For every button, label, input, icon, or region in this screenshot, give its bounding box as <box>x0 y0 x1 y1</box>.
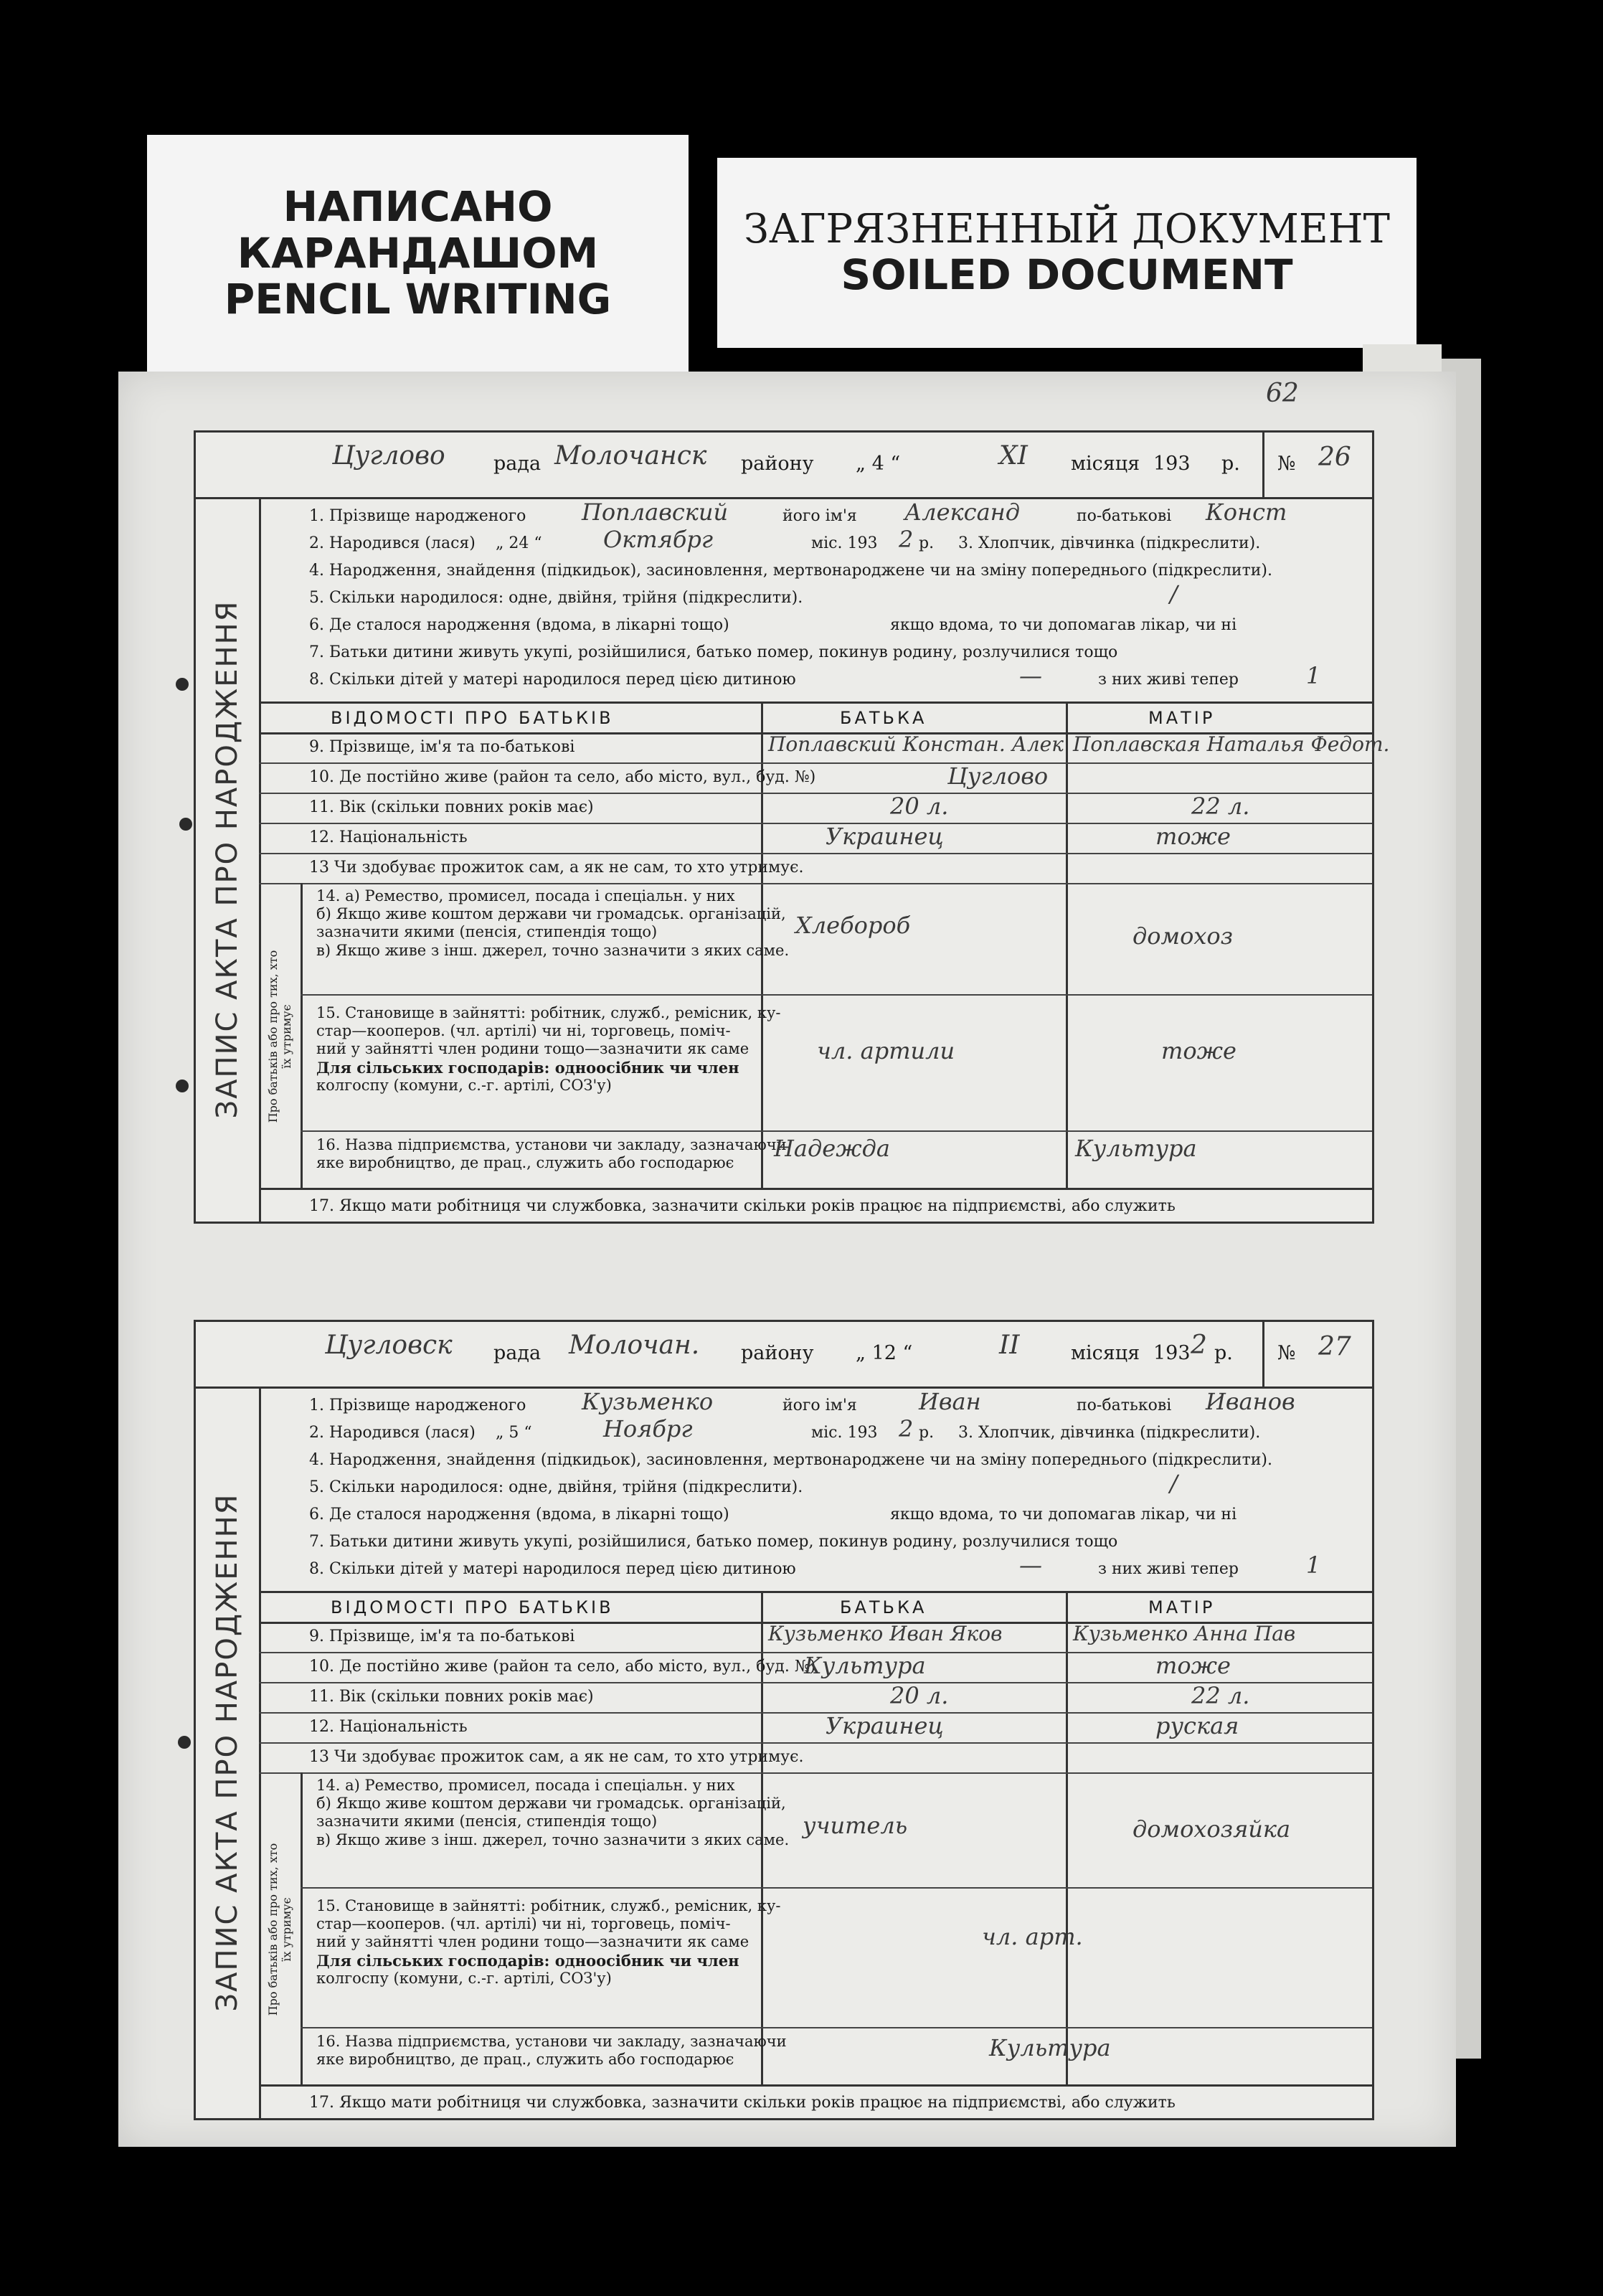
father-name: Кузьменко Иван Яков <box>768 1622 1003 1645</box>
side-title: ЗАПИС АКТА ПРО НАРОДЖЕННЯ <box>211 1493 244 2012</box>
month-value: II <box>999 1331 1020 1360</box>
row-17: 17. Якщо мати робітниця чи службовка, зазначити скільки років працює на підприємстві, або служить <box>259 1188 1372 1222</box>
row-15: 15. Становище в зайнятті: робітник, служб., ремісник, ку- стар—кооперов. (чл. артілі) чи ні, торговець, поміч- ний у зайнятті член родини тощо—зазначити як саме Для сільських господарів: одноосібник чи член колгоспу (комуни, с.-г. артілі, СОЗ'у) чл. арт. <box>301 1887 1372 2028</box>
rada-label: рада <box>493 453 542 475</box>
row-residence: 10. Де постійно живе (район та село, або місто, вул., буд. №) Культура тоже <box>259 1652 1372 1683</box>
father-occupation: учитель <box>803 1812 908 1839</box>
rada-value: Цугловск <box>325 1331 453 1360</box>
birth-month: Ноябрг <box>603 1415 693 1442</box>
father-nationality: Украинец <box>826 1712 944 1739</box>
parents-table <box>259 701 1390 1222</box>
mother-residence: тоже <box>1155 1652 1231 1679</box>
mother-nationality: руская <box>1155 1712 1239 1739</box>
number-label: № <box>1277 1342 1296 1364</box>
father-status: чл. арт. <box>982 1923 1083 1950</box>
pencil-writing-label <box>147 135 689 372</box>
record-header: Цуглово рада Молочанск району „ 4 “ XI місяця 193 р. № 26 <box>196 433 1372 499</box>
month-value: XI <box>999 441 1028 471</box>
father-column-header: БАТЬКА <box>840 708 927 728</box>
mother-occupation: домохозяйка <box>1132 1815 1291 1843</box>
record-number: 27 <box>1318 1332 1351 1361</box>
soiled-label-line-1: ЗАГРЯЗНЕННЫЙ ДОКУМЕНТ <box>744 205 1390 252</box>
surname: Кузьменко <box>582 1388 714 1415</box>
parents-header: ВІДОМОСТІ ПРО БАТЬКІВ БАТЬКА МАТІР <box>259 701 1372 734</box>
month-label: місяця <box>1071 453 1140 475</box>
side-title: ЗАПИС АКТА ПРО НАРОДЖЕННЯ <box>211 600 244 1119</box>
row-name: 9. Прізвище, ім'я та по-батькові Поплавский Констан. Алек Поплавская Наталья Федот. <box>259 732 1372 764</box>
row-occupation-block <box>259 883 1372 1189</box>
mother-name: Кузьменко Анна Пав <box>1073 1622 1296 1645</box>
month-label: місяця <box>1071 1342 1140 1364</box>
record-number-box <box>1262 1322 1372 1386</box>
punch-hole <box>176 1080 189 1092</box>
field-2: 2. Народився (лася) „ 5 “ Ноябрг міс. 193 2 р. 3. Хлопчик, дівчинка (підкреслити). <box>309 1415 1261 1442</box>
row-residence: 10. Де постійно живе (район та село, або місто, вул., буд. №) Цуглово <box>259 762 1372 794</box>
field-7: 7. Батьки дитини живуть укупі, розійшилися, батько помер, покинув родину, розлучилися тощо <box>309 643 1118 661</box>
row-name: 9. Прізвище, ім'я та по-батькові Кузьменко Иван Яков Кузьменко Анна Пав <box>259 1622 1372 1653</box>
rada-value: Цуглово <box>332 441 445 471</box>
mother-workplace: Культура <box>1075 1135 1197 1162</box>
pencil-label-line-3: PENCIL WRITING <box>224 275 612 324</box>
rayon-label: району <box>741 1342 814 1364</box>
mother-nationality: тоже <box>1155 823 1231 850</box>
mother-column-header: МАТІР <box>1148 1597 1216 1617</box>
field-5: 5. Скільки народилося: одне, двійня, трійня (підкреслити). / <box>309 1470 1178 1497</box>
sub-side-column: Про батьків або про тих, хто їх утримує <box>259 883 303 1189</box>
mother-age: 22 л. <box>1191 1682 1250 1709</box>
field-1: 1. Прізвище народженого Поплавский його ім'я Александ по-батькові Конст <box>309 499 1287 526</box>
patronymic: Конст <box>1206 499 1287 526</box>
field-1: 1. Прізвище народженого Кузьменко його ім'я Иван по-батькові Иванов <box>309 1388 1295 1415</box>
rayon-value: Молочан. <box>569 1331 700 1360</box>
father-nationality: Украинец <box>826 823 944 850</box>
father-age: 20 л. <box>890 793 949 820</box>
field-8: 8. Скільки дітей у матері народилося перед цією дитиною — з них живі тепер 1 <box>309 662 1321 689</box>
soiled-document-label <box>717 158 1417 348</box>
field-8: 8. Скільки дітей у матері народилося перед цією дитиною — з них живі тепер 1 <box>309 1551 1321 1579</box>
pencil-label-line-1: НАПИСАНО <box>283 181 553 231</box>
father-status: чл. артили <box>817 1037 955 1064</box>
row-income: 13 Чи здобуває прожиток сам, а як не сам, то хто утримує. <box>259 853 1372 884</box>
row-16: 16. Назва підприємства, установи чи закладу, зазначаючи яке виробництво, де прац., служить або господарює Культура <box>316 2033 1111 2069</box>
sheet-number: 62 <box>1266 379 1299 408</box>
side-column <box>196 497 261 1222</box>
parents-header: ВІДОМОСТІ ПРО БАТЬКІВ БАТЬКА МАТІР <box>259 1591 1372 1624</box>
father-age: 20 л. <box>890 1682 949 1709</box>
rayon-value: Молочанск <box>554 441 707 471</box>
number-label: № <box>1277 453 1296 475</box>
punch-hole <box>179 818 192 831</box>
father-column-header: БАТЬКА <box>840 1597 927 1617</box>
punch-hole <box>176 678 189 691</box>
year-value: 193 <box>1153 1342 1191 1364</box>
name: Александ <box>904 499 1021 526</box>
field-6: 6. Де сталося народження (вдома, в лікарні тощо) якщо вдома, то чи допомагав лікар, чи ні <box>309 1506 1237 1523</box>
father-occupation: Хлебороб <box>795 912 911 939</box>
row-age: 11. Вік (скільки повних років має) 20 л. 22 л. <box>259 793 1372 824</box>
day-value: „ 4 “ <box>856 453 901 475</box>
father-workplace: Культура <box>989 2034 1111 2061</box>
soiled-label-line-2: SOILED DOCUMENT <box>841 250 1293 300</box>
rayon-label: району <box>741 453 814 475</box>
field-6: 6. Де сталося народження (вдома, в лікарні тощо) якщо вдома, то чи допомагав лікар, чи ні <box>309 616 1237 634</box>
mother-age: 22 л. <box>1191 793 1250 820</box>
record-header: Цугловск рада Молочан. району „ 12 “ II місяця 193 2 р. № 27 <box>196 1322 1372 1389</box>
field-4: 4. Народження, знайдення (підкидьок), засиновлення, мертвонароджене чи на зміну попереднього (підкреслити). <box>309 1451 1272 1469</box>
record-number: 26 <box>1318 443 1351 472</box>
surname: Поплавский <box>582 499 729 526</box>
rada-label: рада <box>493 1342 542 1364</box>
field-4: 4. Народження, знайдення (підкидьок), засиновлення, мертвонароджене чи на зміну попереднього (підкреслити). <box>309 562 1272 580</box>
day-value: „ 12 “ <box>856 1342 913 1364</box>
row-17: 17. Якщо мати робітниця чи службовка, зазначити скільки років працює на підприємстві, або служить <box>259 2084 1372 2118</box>
pencil-label-line-2: КАРАНДАШОМ <box>237 228 599 278</box>
year-value: 193 <box>1153 453 1191 475</box>
father-name: Поплавский Констан. Алек <box>768 732 1064 756</box>
row-16: 16. Назва підприємства, установи чи закладу, зазначаючи яке виробництво, де прац., служить або господарює Надежда Культура <box>316 1135 1197 1172</box>
row-nationality: 12. Національність Украинец руская <box>259 1712 1372 1744</box>
row-15: 15. Становище в зайнятті: робітник, служб., ремісник, ку- стар—кооперов. (чл. артілі) чи ні, торговець, поміч- ний у зайнятті член родини тощо—зазначити як саме Для сільських господарів: одноосібник чи член колгоспу (комуни, с.-г. артілі, СОЗ'у) чл. артили тоже <box>301 994 1372 1132</box>
father-workplace: Надежда <box>774 1135 890 1162</box>
punch-hole <box>178 1736 191 1749</box>
record-number-box <box>1262 433 1372 497</box>
row-income: 13 Чи здобуває прожиток сам, а як не сам, то хто утримує. <box>259 1742 1372 1774</box>
row-nationality: 12. Національність Украинец тоже <box>259 823 1372 854</box>
name: Иван <box>919 1388 981 1415</box>
patronymic: Иванов <box>1206 1388 1295 1415</box>
parents-table <box>259 1591 1372 2118</box>
father-residence: Культура <box>804 1652 926 1679</box>
row-occupation-block <box>259 1772 1372 2086</box>
side-column <box>196 1386 261 2118</box>
field-5: 5. Скільки народилося: одне, двійня, трійня (підкреслити). / <box>309 580 1178 608</box>
row-age: 11. Вік (скільки повних років має) 20 л. 22 л. <box>259 1682 1372 1714</box>
field-2: 2. Народився (лася) „ 24 “ Октябрг міс. 193 2 р. 3. Хлопчик, дівчинка (підкреслити). <box>309 526 1261 553</box>
birth-month: Октябрг <box>603 526 714 553</box>
field-7: 7. Батьки дитини живуть укупі, розійшилися, батько помер, покинув родину, розлучилися тощо <box>309 1533 1118 1551</box>
row-14: 14. а) Ремество, промисел, посада і спеціальн. у них б) Якщо живе коштом держави чи громадськ. організацій, зазначити якими (пенсія, стипендія тощо) в) Якщо живе з інш. джерел, точно зазначити з яких саме. учитель домохозяйка <box>301 1772 1372 1889</box>
mother-name: Поплавская Наталья Федот. <box>1073 732 1390 756</box>
row-14: 14. а) Ремество, промисел, посада і спеціальн. у них б) Якщо живе коштом держави чи громадськ. організацій, зазначити якими (пенсія, стипендія тощо) в) Якщо живе з інш. джерел, точно зазначити з яких саме. Хлебороб домохоз <box>301 883 1372 996</box>
birth-record <box>194 1320 1374 2120</box>
mother-status: тоже <box>1161 1037 1236 1064</box>
sub-side-column: Про батьків або про тих, хто їх утримує <box>259 1772 303 2086</box>
mother-occupation: домохоз <box>1132 922 1234 950</box>
mother-column-header: МАТІР <box>1148 708 1216 728</box>
birth-record <box>194 430 1390 1224</box>
father-residence: Цуглово <box>947 762 1049 790</box>
